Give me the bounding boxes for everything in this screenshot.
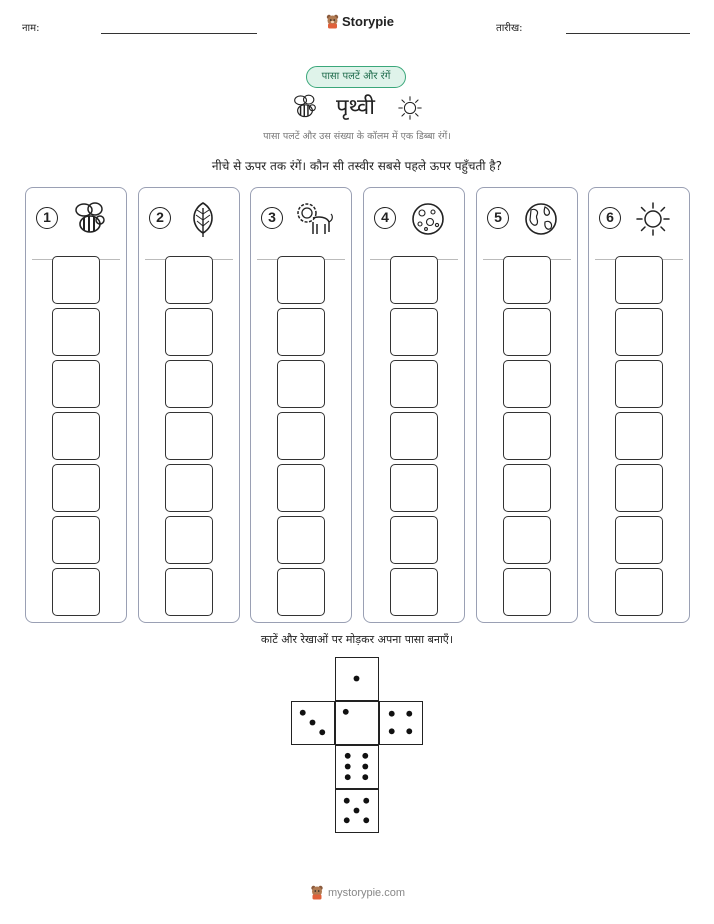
color-box[interactable] (503, 412, 551, 460)
color-box[interactable] (165, 360, 213, 408)
color-box[interactable] (390, 360, 438, 408)
brand-name: Storypie (342, 14, 395, 29)
column-6 (588, 187, 690, 623)
column-3 (250, 187, 352, 623)
sun-icon (396, 94, 424, 122)
column-header (364, 198, 464, 246)
color-box[interactable] (615, 256, 663, 304)
name-label: नाम: (22, 23, 40, 34)
die-face-4 (379, 701, 423, 745)
activity-badge: पासा पलटें और रंगें (306, 66, 406, 88)
color-box[interactable] (165, 412, 213, 460)
color-box[interactable] (165, 516, 213, 564)
column-number: 3 (261, 207, 283, 229)
die-face-1 (335, 657, 379, 701)
color-box[interactable] (277, 308, 325, 356)
leaf-icon (183, 200, 223, 238)
date-label: तारीख: (496, 23, 523, 34)
color-box[interactable] (615, 360, 663, 408)
footer-url[interactable]: mystorypie.com (328, 886, 406, 899)
subtitle: पासा पलटें और उस संख्या के कॉलम में एक डिब्बा रंगें। (263, 131, 451, 142)
column-number: 4 (374, 207, 396, 229)
page-title: पृथ्वी (336, 95, 375, 120)
color-box[interactable] (52, 256, 100, 304)
color-box[interactable] (277, 412, 325, 460)
color-box[interactable] (390, 256, 438, 304)
color-box[interactable] (503, 360, 551, 408)
color-box[interactable] (277, 256, 325, 304)
color-box[interactable] (165, 568, 213, 616)
color-box[interactable] (503, 256, 551, 304)
color-box[interactable] (277, 360, 325, 408)
date-line[interactable] (566, 33, 690, 34)
color-box[interactable] (52, 568, 100, 616)
column-number: 1 (36, 207, 58, 229)
die-face-6 (335, 745, 379, 789)
color-box[interactable] (503, 464, 551, 512)
die-face-3 (291, 701, 335, 745)
column-number: 6 (599, 207, 621, 229)
color-box[interactable] (277, 516, 325, 564)
column-1 (25, 187, 127, 623)
color-box[interactable] (52, 464, 100, 512)
column-number: 2 (149, 207, 171, 229)
column-2 (138, 187, 240, 623)
color-box[interactable] (390, 516, 438, 564)
color-box[interactable] (503, 308, 551, 356)
sun-icon (633, 200, 673, 238)
instruction: नीचे से ऊपर तक रंगें। कौन सी तस्वीर सबसे पहले ऊपर पहुँचती है? (211, 159, 503, 173)
color-box[interactable] (503, 516, 551, 564)
footer (310, 885, 405, 900)
brand-logo (326, 14, 394, 29)
die-face-5 (335, 789, 379, 833)
cut-instruction: काटें और रेखाओं पर मोड़कर अपना पासा बनाएँ। (260, 633, 454, 646)
bear-icon (326, 14, 339, 29)
column-header (26, 198, 126, 246)
color-box[interactable] (390, 308, 438, 356)
color-box[interactable] (52, 412, 100, 460)
color-box[interactable] (390, 568, 438, 616)
color-box[interactable] (615, 568, 663, 616)
color-box[interactable] (277, 568, 325, 616)
color-box[interactable] (165, 464, 213, 512)
name-line[interactable] (101, 33, 257, 34)
column-header (589, 198, 689, 246)
color-box[interactable] (52, 516, 100, 564)
color-box[interactable] (165, 256, 213, 304)
color-box[interactable] (615, 516, 663, 564)
moon-icon (408, 200, 448, 238)
bee-icon (70, 200, 110, 238)
color-box[interactable] (277, 464, 325, 512)
earth-icon (521, 200, 561, 238)
column-5 (476, 187, 578, 623)
color-box[interactable] (165, 308, 213, 356)
color-box[interactable] (52, 360, 100, 408)
color-box[interactable] (503, 568, 551, 616)
column-header (251, 198, 351, 246)
column-4 (363, 187, 465, 623)
color-box[interactable] (615, 412, 663, 460)
column-header (139, 198, 239, 246)
bear-icon (310, 885, 324, 900)
bee-icon (290, 93, 320, 121)
column-header (477, 198, 577, 246)
color-box[interactable] (390, 412, 438, 460)
color-box[interactable] (615, 308, 663, 356)
color-box[interactable] (52, 308, 100, 356)
lion-icon (295, 200, 335, 238)
color-box[interactable] (390, 464, 438, 512)
column-number: 5 (487, 207, 509, 229)
die-face-center (335, 701, 379, 745)
color-box[interactable] (615, 464, 663, 512)
